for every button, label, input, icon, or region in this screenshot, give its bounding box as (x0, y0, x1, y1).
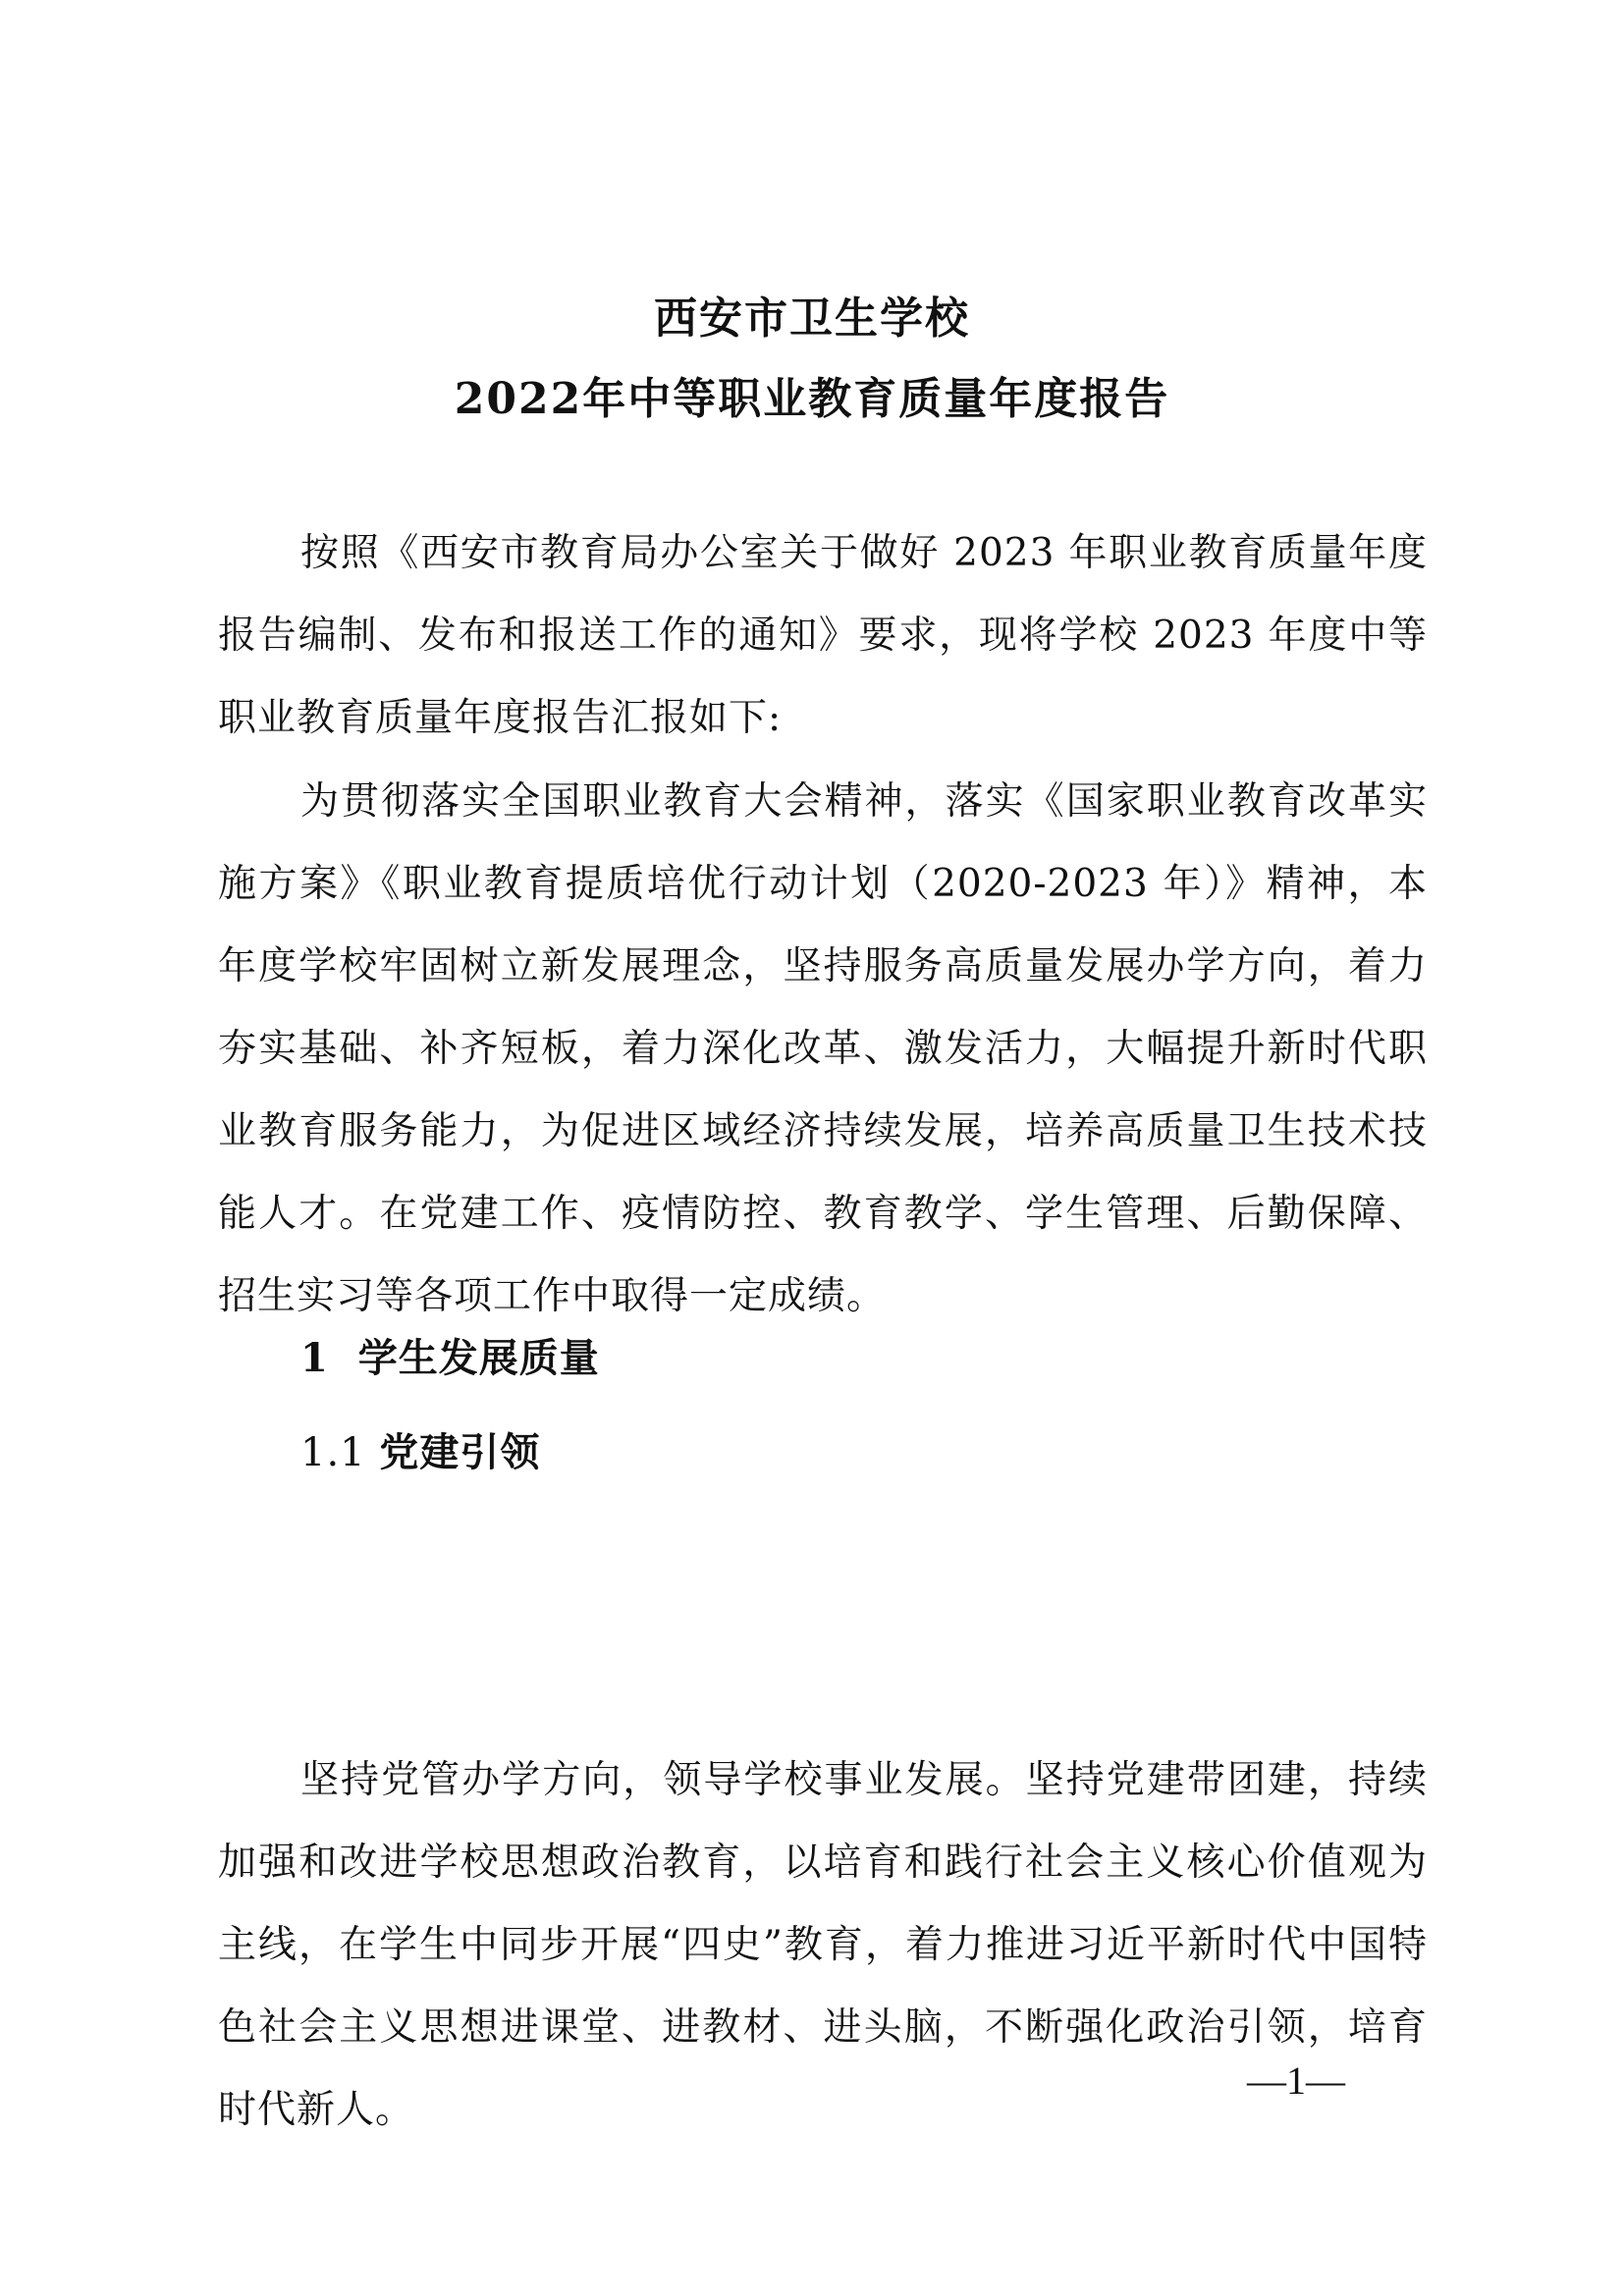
section-title: 学生发展质量 (357, 1335, 600, 1381)
paragraph-party-building: 坚持党管办学方向，领导学校事业发展。坚持党建带团建，持续加强和改进学校思想政治教育，以培育和践行社会主义核心价值观为主线，在学生中同步开展“四史”教育，着力推进习近平新时代中国特色社会主义思想进课堂、进教材、进头脑，不断强化政治引领，培育时代新人。 (218, 1758, 1428, 2132)
page-number: —1— (1247, 2058, 1345, 2103)
paragraph-intro: 按照《西安市教育局办公室关于做好 2023 年职业教育质量年度报告编制、发布和报送工作的通知》要求，现将学校 2023 年度中等职业教育质量年度报告汇报如下: (218, 531, 1428, 740)
section-heading-1-1 (300, 1421, 540, 1477)
subsection-title: 党建引领 (379, 1429, 541, 1475)
section-number: 1 (300, 1335, 329, 1381)
section-heading-1 (300, 1327, 600, 1383)
document-title-line1: 西安市卫生学校 (654, 294, 970, 344)
paragraph-overview: 为贯彻落实全国职业教育大会精神，落实《国家职业教育改革实施方案》《职业教育提质培优行动计划（2020-2023 年）》精神，本年度学校牢固树立新发展理念，坚持服务高质量发展办学方向，着力夯实基础、补齐短板，着力深化改革、激发活力，大幅提升新时代职业教育服务能力，为促进区域经济持续发展，培养高质量卫生技术技能人才。在党建工作、疫情防控、教育教学、学生管理、后勤保障、招生实习等各项工作中取得一定成绩。 (218, 779, 1428, 1318)
document-title-line2: 2022年中等职业教育质量年度报告 (454, 374, 1170, 424)
subsection-number: 1.1 (300, 1430, 366, 1475)
